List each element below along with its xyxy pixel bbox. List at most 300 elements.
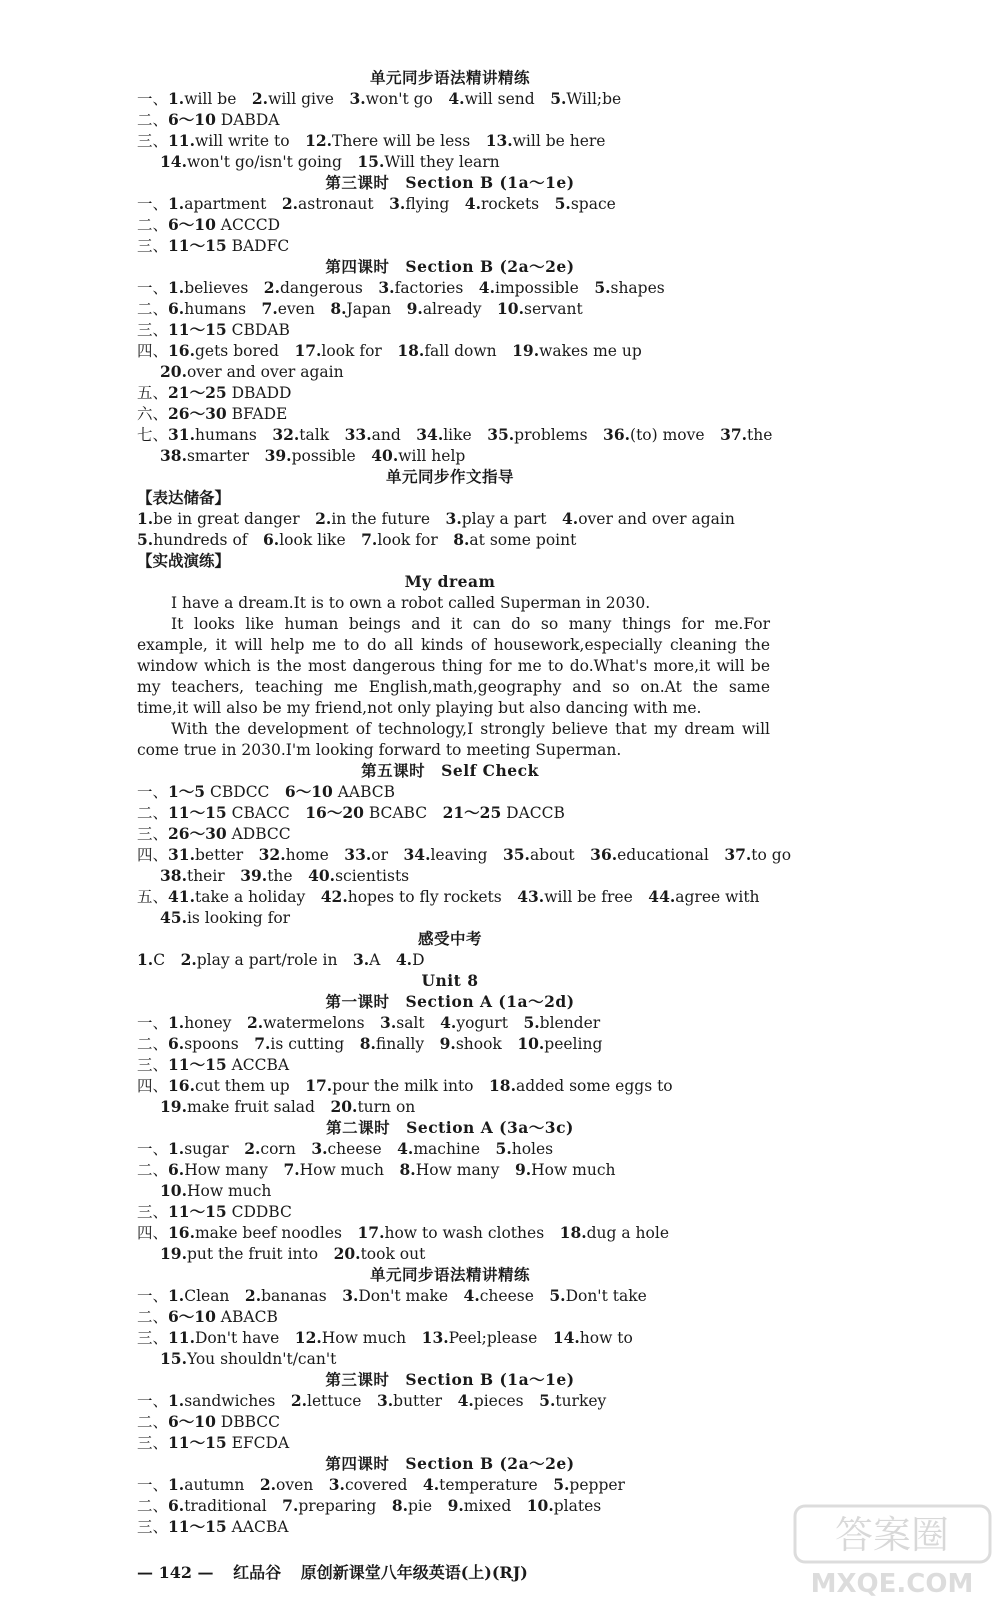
question-group-label: 三、 xyxy=(137,1056,169,1074)
answer-text: covered xyxy=(344,1476,408,1494)
answer-text: astronaut xyxy=(298,195,374,213)
answer-text: like xyxy=(443,426,472,444)
answer-line xyxy=(137,1391,606,1411)
answer-line xyxy=(137,194,616,214)
answer-number: 38. xyxy=(160,866,187,885)
answer-text: to go xyxy=(751,846,792,864)
answer-text: spoons xyxy=(184,1035,239,1053)
answer-text: yogurt xyxy=(456,1014,508,1032)
answer-line xyxy=(137,845,791,865)
answer-number: 3. xyxy=(389,194,406,213)
question-group-label: 三、 xyxy=(137,132,169,150)
section-heading-text: Unit 8 xyxy=(421,971,479,990)
essay-paragraph: It looks like human beings and it can do so many things for me.For example, it will help me to do all kinds of housework,especially cleaning the window which is the most dangerous thing for me to do.What's more,it will be my teachers, teaching me English,math,geography and so on.At the same time,it will also be my friend,not only playing but also dancing with me. xyxy=(137,615,770,717)
answer-number: 2. xyxy=(244,1139,261,1158)
answer-text: A xyxy=(369,951,381,969)
answer-number: 34. xyxy=(416,425,444,444)
answer-number: 6. xyxy=(168,299,185,318)
answer-line xyxy=(137,782,395,802)
answer-number: 26～30 xyxy=(168,404,227,423)
answer-line xyxy=(137,215,280,235)
answer-text: CBDCC xyxy=(205,783,270,801)
answer-number: 8. xyxy=(391,1496,408,1515)
answer-number: 11. xyxy=(168,1328,195,1347)
answer-text: sandwiches xyxy=(184,1392,276,1410)
answer-number: 11～15 xyxy=(168,1433,227,1452)
answer-number: 10. xyxy=(517,1034,545,1053)
brand-name: 红品谷 xyxy=(233,1563,282,1582)
answer-number: 37. xyxy=(724,845,752,864)
answer-text: CDDBC xyxy=(226,1203,292,1221)
answer-text: salt xyxy=(396,1014,425,1032)
answer-text: hundreds of xyxy=(153,531,248,549)
answer-number: 14. xyxy=(160,152,187,171)
answer-number: 4. xyxy=(457,1391,474,1410)
answer-number: 11～15 xyxy=(168,320,227,339)
answer-text: machine xyxy=(413,1140,481,1158)
question-group-label: 一、 xyxy=(137,1287,169,1305)
answer-text: You shouldn't/can't xyxy=(186,1350,337,1368)
question-group-label: 一、 xyxy=(137,195,169,213)
answer-line xyxy=(137,1202,292,1222)
subsection-label: 【实战演练】 xyxy=(137,551,231,570)
answer-line xyxy=(160,1097,415,1117)
answer-text: their xyxy=(186,867,225,885)
question-group-label: 四、 xyxy=(137,342,169,360)
answer-line xyxy=(137,1412,280,1432)
answer-text: holes xyxy=(511,1140,554,1158)
answer-line xyxy=(137,1517,288,1537)
answer-number: 1. xyxy=(168,1391,185,1410)
question-group-label: 三、 xyxy=(137,1518,169,1536)
answer-number: 16. xyxy=(168,1223,195,1242)
answer-text: servant xyxy=(523,300,583,318)
answer-number: 7. xyxy=(254,1034,271,1053)
answer-number: 3. xyxy=(328,1475,345,1494)
answer-text: wakes me up xyxy=(539,342,642,360)
answer-line xyxy=(160,1244,425,1264)
answer-text: AACBA xyxy=(226,1518,289,1536)
answer-number: 16. xyxy=(168,1076,195,1095)
answer-number: 1～5 xyxy=(168,782,206,801)
question-group-label: 三、 xyxy=(137,321,169,339)
answer-text: cheese xyxy=(479,1287,534,1305)
answer-text: turn on xyxy=(357,1098,416,1116)
answer-text: D xyxy=(412,951,425,969)
question-group-label: 三、 xyxy=(137,1434,169,1452)
answer-number: 8. xyxy=(330,299,347,318)
answer-text: the xyxy=(747,426,773,444)
answer-number: 4. xyxy=(463,1286,480,1305)
question-group-label: 三、 xyxy=(137,237,169,255)
answer-text: at some point xyxy=(469,531,577,549)
section-heading xyxy=(0,173,900,193)
answer-number: 40. xyxy=(371,446,399,465)
answer-text: ABACB xyxy=(215,1308,278,1326)
answer-text: be in great danger xyxy=(153,510,300,528)
answer-number: 7. xyxy=(283,1160,300,1179)
question-group-label: 二、 xyxy=(137,1161,169,1179)
answer-line xyxy=(160,866,409,886)
answer-line xyxy=(137,1223,669,1243)
answer-number: 45. xyxy=(160,908,187,927)
question-group-label: 五、 xyxy=(137,888,169,906)
answer-text: humans xyxy=(194,426,257,444)
section-heading-text: 第五课时 Self Check xyxy=(361,761,539,780)
answer-number: 4. xyxy=(440,1013,457,1032)
answer-text: hopes to fly rockets xyxy=(347,888,502,906)
answer-text: preparing xyxy=(298,1497,377,1515)
answer-text: Clean xyxy=(184,1287,230,1305)
question-group-label: 二、 xyxy=(137,300,169,318)
answer-number: 5. xyxy=(495,1139,512,1158)
answer-line xyxy=(137,1286,647,1306)
answer-text: lettuce xyxy=(307,1392,362,1410)
answer-text: There will be less xyxy=(332,132,471,150)
answer-number: 5. xyxy=(523,1013,540,1032)
answer-text: ACCCD xyxy=(215,216,281,234)
section-heading xyxy=(0,1454,900,1474)
section-heading-text: 第二课时 Section A (3a～3c) xyxy=(326,1118,574,1137)
answer-text: (to) move xyxy=(630,426,705,444)
answer-number: 21～25 xyxy=(168,383,227,402)
answer-text: turkey xyxy=(555,1392,607,1410)
answer-line xyxy=(160,446,465,466)
answer-number: 7. xyxy=(261,299,278,318)
answer-number: 5. xyxy=(137,530,154,549)
answer-line xyxy=(137,278,665,298)
answer-text: already xyxy=(422,300,482,318)
answer-line xyxy=(137,1160,616,1180)
watermark-url: MXQE.COM xyxy=(810,1569,974,1599)
answer-number: 20. xyxy=(160,362,187,381)
question-group-label: 三、 xyxy=(137,825,169,843)
answer-text: gets bored xyxy=(194,342,279,360)
answer-text: shook xyxy=(455,1035,502,1053)
answer-number: 6～10 xyxy=(168,1412,216,1431)
section-heading xyxy=(0,1265,900,1285)
answer-number: 6. xyxy=(168,1496,185,1515)
answer-number: 19. xyxy=(160,1097,187,1116)
answer-text: better xyxy=(194,846,244,864)
answer-text: blender xyxy=(539,1014,601,1032)
answer-number: 3. xyxy=(445,509,462,528)
answer-number: 35. xyxy=(502,845,530,864)
answer-number: 2. xyxy=(281,194,299,213)
answer-number: 1. xyxy=(168,278,185,297)
answer-text: took out xyxy=(360,1245,426,1263)
answer-text: smarter xyxy=(186,447,250,465)
answer-line xyxy=(137,950,425,970)
answer-line xyxy=(137,509,735,529)
answer-number: 2. xyxy=(251,89,269,108)
answer-text: impossible xyxy=(494,279,579,297)
answer-line xyxy=(137,131,605,151)
answer-text: space xyxy=(570,195,616,213)
answer-line xyxy=(137,1328,633,1348)
answer-text: problems xyxy=(514,426,588,444)
answer-line xyxy=(160,908,290,928)
answer-text: make fruit salad xyxy=(186,1098,315,1116)
answer-text: temperature xyxy=(439,1476,538,1494)
answer-text: look for xyxy=(377,531,438,549)
answer-line xyxy=(137,299,583,319)
answer-number: 6. xyxy=(168,1160,185,1179)
answer-line xyxy=(137,236,289,256)
answer-number: 5. xyxy=(554,194,571,213)
question-group-label: 一、 xyxy=(137,1140,169,1158)
answer-text: flying xyxy=(405,195,450,213)
answer-text: over and over again xyxy=(186,363,344,381)
answer-number: 4. xyxy=(562,509,579,528)
answer-number: 37. xyxy=(720,425,748,444)
section-heading xyxy=(0,572,900,592)
section-heading xyxy=(0,257,900,277)
answer-line xyxy=(137,383,291,403)
answer-text: humans xyxy=(184,300,247,318)
answer-number: 10. xyxy=(160,1181,187,1200)
answer-number: 6～10 xyxy=(168,110,216,129)
answer-number: 17. xyxy=(357,1223,385,1242)
answer-number: 34. xyxy=(403,845,431,864)
answer-text: dug a hole xyxy=(586,1224,669,1242)
answer-text: play a part xyxy=(461,510,547,528)
answer-number: 3. xyxy=(352,950,370,969)
question-group-label: 二、 xyxy=(137,1413,169,1431)
answer-number: 32. xyxy=(258,845,286,864)
answer-number: 5. xyxy=(539,1391,556,1410)
answer-number: 2. xyxy=(263,278,280,297)
answer-number: 12. xyxy=(294,1328,322,1347)
answer-number: 9. xyxy=(406,299,423,318)
question-group-label: 七、 xyxy=(137,426,169,444)
answer-number: 38. xyxy=(160,446,187,465)
section-heading-text: 感受中考 xyxy=(417,929,482,948)
answer-line xyxy=(137,1433,289,1453)
answer-number: 32. xyxy=(272,425,300,444)
answer-text: will be free xyxy=(544,888,633,906)
answer-line xyxy=(137,1034,602,1054)
answer-number: 4. xyxy=(478,278,495,297)
section-heading xyxy=(0,761,900,781)
answer-number: 11～15 xyxy=(168,803,227,822)
page-number: — 142 — xyxy=(137,1563,214,1582)
answer-text: Don't take xyxy=(565,1287,647,1305)
answer-text: about xyxy=(529,846,575,864)
answer-number: 11～15 xyxy=(168,1055,227,1074)
answer-number: 16～20 xyxy=(305,803,364,822)
answer-number: 17. xyxy=(294,341,322,360)
answer-number: 3. xyxy=(378,278,395,297)
answer-number: 39. xyxy=(264,446,292,465)
answer-line xyxy=(137,404,287,424)
answer-number: 9. xyxy=(447,1496,464,1515)
section-heading-text: 第三课时 Section B (1a～1e) xyxy=(325,173,575,192)
answer-number: 1. xyxy=(137,509,154,528)
answer-text: over and over again xyxy=(578,510,735,528)
answer-number: 17. xyxy=(305,1076,333,1095)
answer-number: 6. xyxy=(263,530,280,549)
answer-text: How many xyxy=(415,1161,500,1179)
answer-number: 4. xyxy=(397,1139,414,1158)
answer-text: take a holiday xyxy=(194,888,306,906)
answer-text: corn xyxy=(260,1140,296,1158)
answer-number: 21～25 xyxy=(442,803,502,822)
section-heading-text: 第三课时 Section B (1a～1e) xyxy=(325,1370,575,1389)
answer-number: 42. xyxy=(320,887,348,906)
answer-text: BCABC xyxy=(363,804,428,822)
answer-number: 1. xyxy=(168,194,185,213)
answer-text: CBDAB xyxy=(226,321,290,339)
answer-text: make beef noodles xyxy=(194,1224,342,1242)
book-title: 原创新课堂八年级英语(上)(RJ) xyxy=(300,1563,528,1582)
answer-text: how to xyxy=(579,1329,633,1347)
answer-text: DABDA xyxy=(215,111,280,129)
answer-text: dangerous xyxy=(279,279,363,297)
answer-text: agree with xyxy=(675,888,760,906)
question-group-label: 一、 xyxy=(137,1476,169,1494)
question-group-label: 六、 xyxy=(137,405,169,423)
answer-text: pieces xyxy=(473,1392,524,1410)
section-heading-text: 第一课时 Section A (1a～2d) xyxy=(325,992,575,1011)
answer-text: oven xyxy=(276,1476,314,1494)
answer-number: 20. xyxy=(333,1244,361,1263)
answer-number: 33. xyxy=(344,425,372,444)
question-group-label: 四、 xyxy=(137,846,169,864)
answer-text: play a part/role in xyxy=(196,951,338,969)
answer-text: in the future xyxy=(331,510,431,528)
answer-text: How much xyxy=(531,1161,616,1179)
answer-number: 2. xyxy=(259,1475,277,1494)
question-group-label: 一、 xyxy=(137,1392,169,1410)
section-heading-text: 第四课时 Section B (2a～2e) xyxy=(325,1454,575,1473)
answer-line xyxy=(137,803,565,823)
answer-text: look like xyxy=(279,531,346,549)
answer-number: 6～10 xyxy=(284,782,333,801)
answer-number: 4. xyxy=(448,89,465,108)
answer-line xyxy=(160,152,500,172)
answer-text: and xyxy=(371,426,401,444)
answer-text: is cutting xyxy=(270,1035,345,1053)
section-heading-text: My dream xyxy=(404,572,496,591)
answer-text: Will;be xyxy=(566,90,622,108)
question-group-label: 二、 xyxy=(137,111,169,129)
answer-text: How much xyxy=(186,1182,272,1200)
answer-number: 8. xyxy=(359,1034,376,1053)
answer-text: or xyxy=(371,846,388,864)
answer-number: 6. xyxy=(168,1034,185,1053)
answer-text: will be xyxy=(184,90,237,108)
answer-text: bananas xyxy=(261,1287,327,1305)
answer-text: pour the milk into xyxy=(332,1077,474,1095)
answer-text: will write to xyxy=(194,132,290,150)
answer-text: DBADD xyxy=(226,384,292,402)
answer-number: 41. xyxy=(168,887,195,906)
answer-number: 15. xyxy=(357,152,385,171)
answer-number: 7. xyxy=(361,530,378,549)
answer-text: factories xyxy=(394,279,464,297)
page-footer xyxy=(137,1560,528,1583)
answer-text: put the fruit into xyxy=(186,1245,319,1263)
answer-text: honey xyxy=(184,1014,232,1032)
answer-text: cheese xyxy=(327,1140,382,1158)
answer-number: 36. xyxy=(603,425,631,444)
answer-number: 36. xyxy=(590,845,618,864)
answer-text: scientists xyxy=(335,867,410,885)
question-group-label: 二、 xyxy=(137,804,169,822)
question-group-label: 一、 xyxy=(137,1014,169,1032)
answer-text: won't go xyxy=(365,90,433,108)
answer-number: 43. xyxy=(517,887,545,906)
answer-number: 5. xyxy=(550,89,567,108)
answer-text: How much xyxy=(321,1329,407,1347)
question-group-label: 五、 xyxy=(137,384,169,402)
answer-text: butter xyxy=(393,1392,443,1410)
answer-line xyxy=(160,1349,336,1369)
question-group-label: 一、 xyxy=(137,783,169,801)
answer-number: 1. xyxy=(168,1475,185,1494)
answer-number: 14. xyxy=(552,1328,580,1347)
answer-number: 11. xyxy=(168,131,195,150)
section-heading-text: 单元同步语法精讲精练 xyxy=(369,1265,530,1284)
answer-text: won't go/isn't going xyxy=(186,153,342,171)
answer-text: home xyxy=(285,846,329,864)
answer-number: 5. xyxy=(553,1475,570,1494)
answer-text: pie xyxy=(408,1497,433,1515)
answer-number: 4. xyxy=(422,1475,440,1494)
answer-text: is looking for xyxy=(186,909,291,927)
answer-text: the xyxy=(267,867,293,885)
answer-number: 1. xyxy=(168,89,185,108)
answer-number: 10. xyxy=(497,299,524,318)
answer-number: 33. xyxy=(344,845,372,864)
answer-number: 39. xyxy=(240,866,268,885)
answer-number: 1. xyxy=(168,1286,185,1305)
answer-number: 18. xyxy=(559,1223,587,1242)
answer-line xyxy=(137,1307,278,1327)
answer-text: will be here xyxy=(512,132,606,150)
answer-text: believes xyxy=(184,279,249,297)
answer-line xyxy=(137,1055,289,1075)
answer-text: even xyxy=(277,300,315,318)
answer-text: how to wash clothes xyxy=(384,1224,545,1242)
answer-line xyxy=(137,425,772,445)
section-heading-text: 单元同步作文指导 xyxy=(385,467,514,486)
answer-text: C xyxy=(153,951,166,969)
answer-number: 6～10 xyxy=(168,215,216,234)
answer-text: will help xyxy=(398,447,466,465)
answer-text: mixed xyxy=(463,1497,512,1515)
answer-number: 9. xyxy=(514,1160,532,1179)
answer-line xyxy=(137,1475,625,1495)
answer-line xyxy=(160,362,344,382)
answer-text: watermelons xyxy=(263,1014,365,1032)
answer-text: Peel;please xyxy=(448,1329,538,1347)
section-heading xyxy=(0,1370,900,1390)
answer-text: apartment xyxy=(184,195,267,213)
answer-text: look for xyxy=(321,342,382,360)
answer-text: fall down xyxy=(424,342,497,360)
answer-number: 3. xyxy=(342,1286,359,1305)
answer-number: 35. xyxy=(487,425,515,444)
answer-number: 8. xyxy=(399,1160,416,1179)
answer-number: 1. xyxy=(168,1013,185,1032)
watermark-title: 答案圈 xyxy=(834,1513,950,1557)
section-heading xyxy=(0,68,900,88)
answer-number: 18. xyxy=(397,341,425,360)
answer-text: Don't make xyxy=(358,1287,449,1305)
answer-number: 11～15 xyxy=(168,1202,227,1221)
